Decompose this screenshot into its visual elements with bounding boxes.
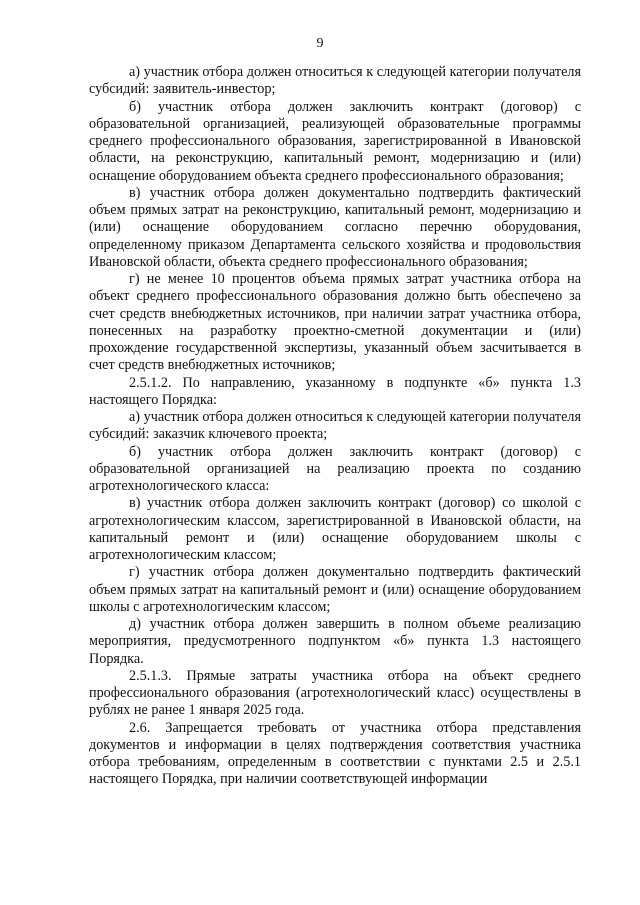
paragraph-2-5-1-2-g: г) участник отбора должен документально подтвердить фактический объем прямых затрат на капитальный ремонт и (или) оснащение оборудованием школы с агротехнологическим классом; [89,564,581,615]
paragraph-2-5-1-2-v: в) участник отбора должен заключить контракт (договор) со школой с агротехнологическим классом, зарегистрированной в Ивановской области, на капитальный ремонт и (или) оснащение оборудованием школы с агротехнологическим классом; [89,495,581,563]
document-body [89,64,581,789]
paragraph-2-5-1-2: 2.5.1.2. По направлению, указанному в подпункте «б» пункта 1.3 настоящего Порядка: [89,374,581,408]
page-number: 9 [316,36,324,51]
paragraph-2-5-1-1-b: б) участник отбора должен заключить контракт (договор) с образовательной организацией, реализующей образовательные программы среднего профессионального образования, зарегистрированной в Ивановской области, на реконструкцию, капитальный ремонт, модернизацию и (или) оснащение оборудованием объекта среднего профессионального образования; [89,98,581,184]
paragraph-2-5-1-3: 2.5.1.3. Прямые затраты участника отбора на объект среднего профессионального образования (агротехнологический класс) осуществлены в рублях не ранее 1 января 2025 года. [89,667,581,719]
paragraph-2-5-1-1-g: г) не менее 10 процентов объема прямых затрат участника отбора на объект среднего профессионального образования должно быть обеспечено за счет средств внебюджетных источников, при наличии затрат участника отбора, понесенных на разработку проектно-сметной документации и (или) прохождение государственной экспертизы, указанный объем засчитывается в счет средств внебюджетных источников; [89,271,581,374]
paragraph-2-5-1-2-a: а) участник отбора должен относиться к следующей категории получателя субсидий: заказчик ключевого проекта; [89,409,581,443]
paragraph-2-5-1-2-b: б) участник отбора должен заключить контракт (договор) с образовательной организацией на реализацию проекта по созданию агротехнологического класса: [89,443,581,494]
paragraph-2-5-1-1-v: в) участник отбора должен документально подтвердить фактический объем прямых затрат на реконструкцию, капитальный ремонт, модернизацию и (или) оснащение оборудованием согласно перечню оборудования, определенному приказом Департамента сельского хозяйства и продовольствия Ивановской области, объекта среднего профессионального образования; [89,184,581,270]
paragraph-2-6: 2.6. Запрещается требовать от участника отбора представления документов и информации в целях подтверждения соответствия участника отбора требованиям, определенным в соответствии с пунктами 2.5 и 2.5.1 настоящего Порядка, при наличии соответствующей информации [89,719,581,788]
paragraph-2-5-1-1-a: а) участник отбора должен относиться к следующей категории получателя субсидий: заявитель-инвестор; [89,64,581,98]
paragraph-2-5-1-2-d: д) участник отбора должен завершить в полном объеме реализацию мероприятия, предусмотренного подпунктом «б» пункта 1.3 настоящего Порядка. [89,616,581,667]
